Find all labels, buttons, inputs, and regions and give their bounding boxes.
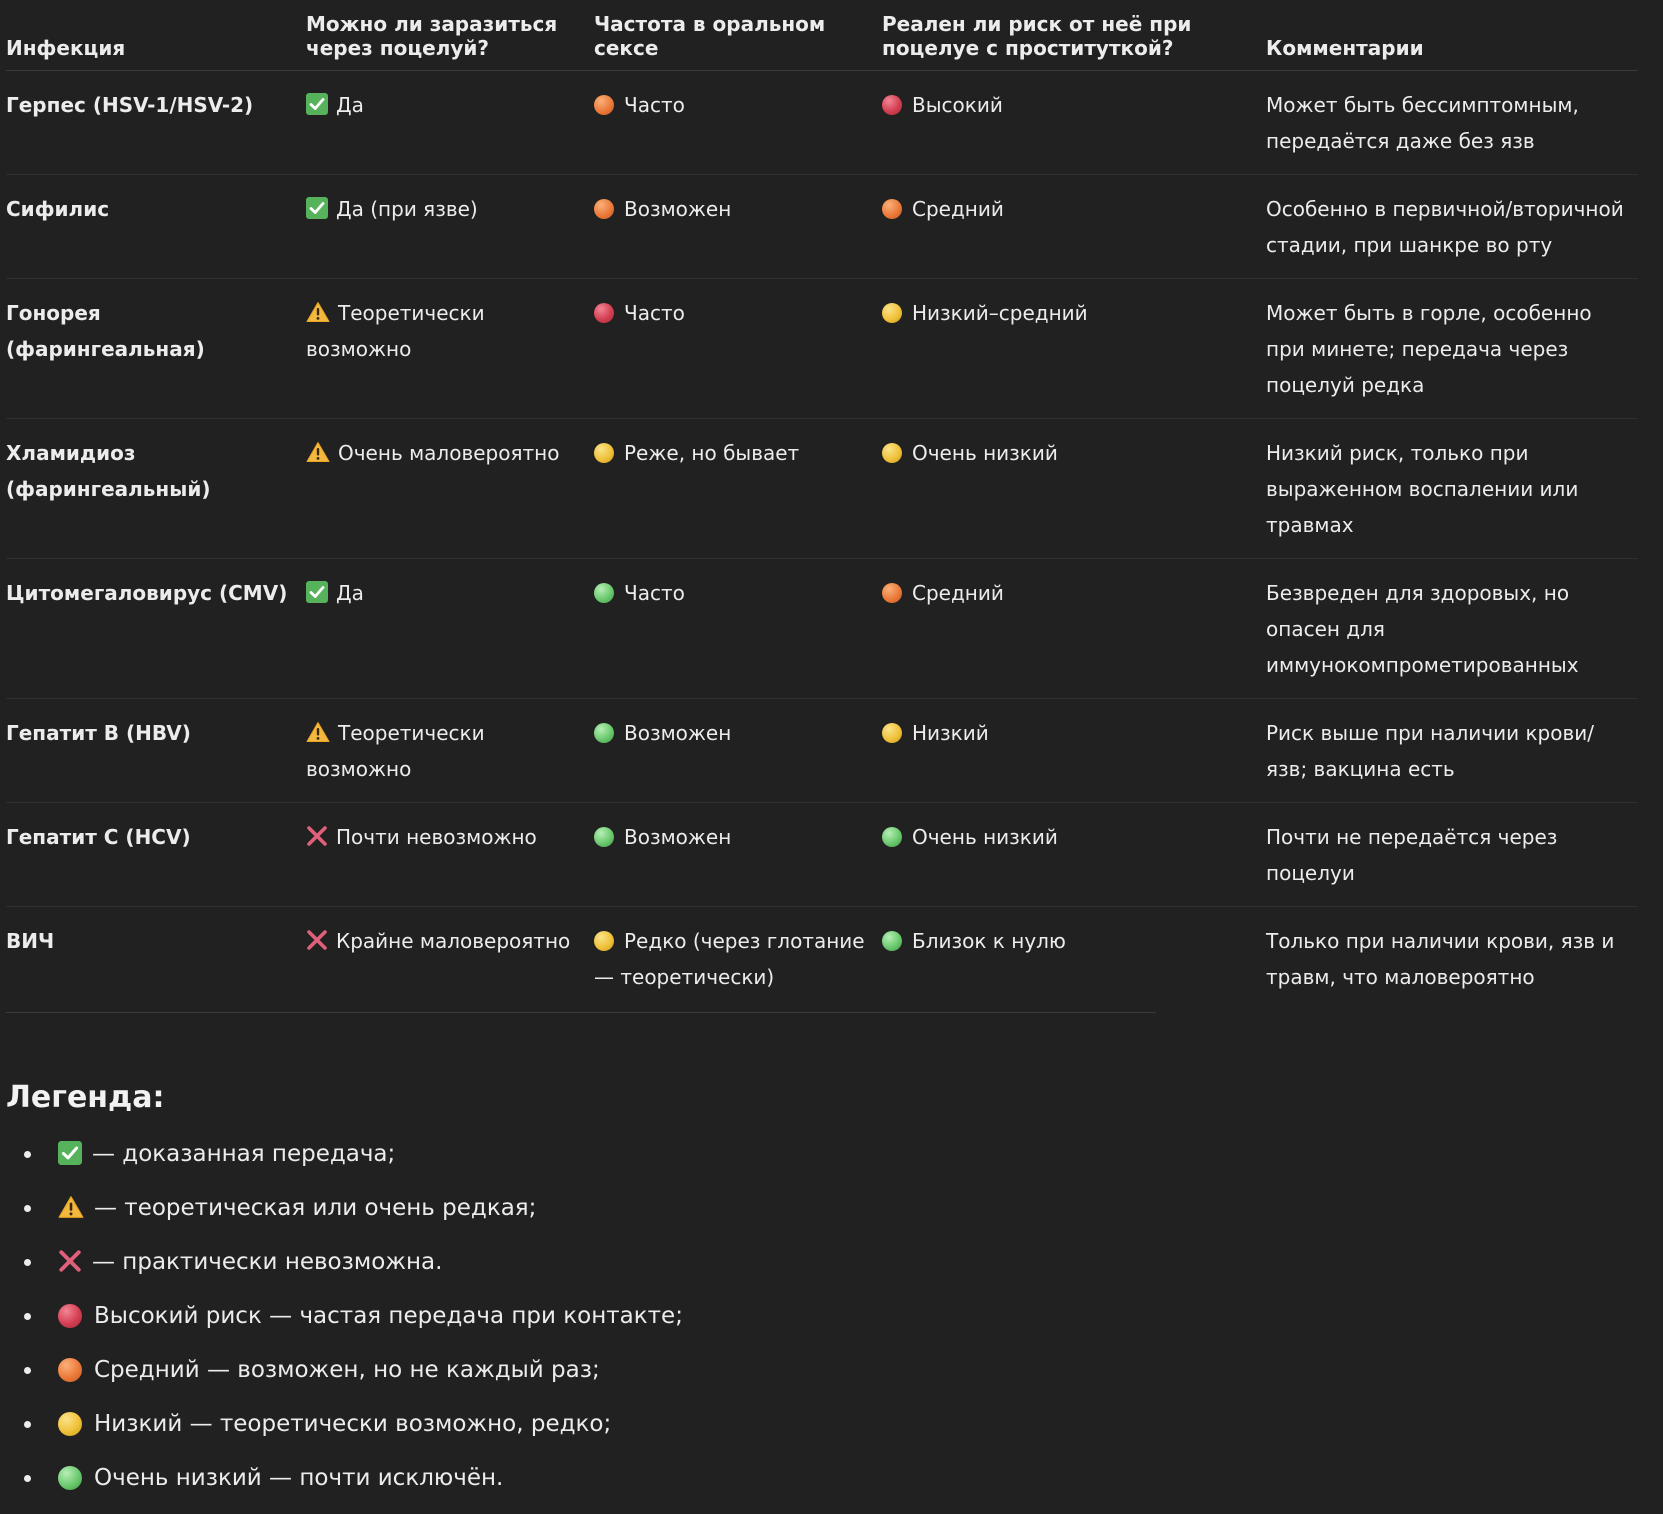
oral-frequency-text: Редко (через глотание — теоретически)	[594, 929, 865, 989]
header-infection: Инфекция	[6, 0, 306, 71]
table-row	[6, 279, 1638, 419]
oral-frequency-text: Возможен	[624, 197, 732, 221]
cell-oral-frequency	[594, 559, 882, 699]
cell-oral-frequency	[594, 699, 882, 803]
real-risk-text: Низкий	[912, 721, 989, 745]
sti-table-container	[6, 0, 1638, 1055]
legend-item-text: Средний — возможен, но не каждый раз;	[94, 1357, 600, 1383]
yellow-circle-icon	[882, 443, 902, 463]
cell-comment: Может быть в горле, особенно при минете; передача через поцелуй редка	[1266, 279, 1638, 419]
cell-infection: Гепатит B (HBV)	[6, 699, 306, 803]
oral-frequency-text: Реже, но бывает	[624, 441, 800, 465]
yellow-circle-icon	[882, 303, 902, 323]
orange-circle-icon	[882, 583, 902, 603]
red-circle-icon	[882, 95, 902, 115]
yellow-circle-icon	[594, 443, 614, 463]
orange-circle-icon	[594, 199, 614, 219]
cell-comment: Почти не передаётся через поцелуи	[1266, 803, 1638, 907]
table-row	[6, 419, 1638, 559]
legend-item-text: — теоретическая или очень редкая;	[94, 1195, 537, 1221]
table-body	[6, 71, 1638, 1056]
cell-oral-frequency	[594, 279, 882, 419]
legend-item	[24, 1136, 683, 1190]
cell-infection: Гонорея (фарингеальная)	[6, 279, 306, 419]
cell-real-risk	[882, 699, 1266, 803]
cross-icon	[306, 929, 328, 951]
table-header-row	[6, 0, 1638, 71]
orange-circle-icon	[594, 95, 614, 115]
check-icon	[306, 93, 328, 115]
header-real-risk: Реален ли риск от неё при поцелуе с проституткой?	[882, 0, 1266, 71]
real-risk-text: Очень низкий	[912, 441, 1058, 465]
warning-icon	[306, 301, 330, 323]
orange-circle-icon	[58, 1358, 82, 1382]
cell-real-risk	[882, 803, 1266, 907]
cell-kiss-transmission	[306, 699, 594, 803]
cell-real-risk	[882, 279, 1266, 419]
orange-circle-icon	[882, 199, 902, 219]
oral-frequency-text: Возможен	[624, 721, 732, 745]
cell-kiss-transmission	[306, 71, 594, 175]
cell-comment: Низкий риск, только при выраженном воспалении или травмах	[1266, 419, 1638, 559]
cell-kiss-transmission	[306, 279, 594, 419]
red-circle-icon	[58, 1304, 82, 1328]
check-icon	[306, 197, 328, 219]
oral-frequency-text: Часто	[624, 93, 685, 117]
cell-kiss-transmission	[306, 419, 594, 559]
cell-kiss-transmission	[306, 559, 594, 699]
legend-item	[24, 1244, 683, 1298]
kiss-transmission-text: Почти невозможно	[336, 825, 537, 849]
legend-item-text: Низкий — теоретически возможно, редко;	[94, 1411, 612, 1437]
real-risk-text: Средний	[912, 197, 1004, 221]
cell-infection: Гепатит C (HCV)	[6, 803, 306, 907]
warning-icon	[58, 1195, 84, 1219]
kiss-transmission-text: Теоретически возможно	[306, 301, 485, 361]
kiss-transmission-text: Крайне маловероятно	[336, 929, 571, 953]
cell-oral-frequency	[594, 71, 882, 175]
cell-comment: Безвреден для здоровых, но опасен для иммунокомпрометированных	[1266, 559, 1638, 699]
cell-infection: ВИЧ	[6, 929, 55, 953]
legend-item	[24, 1190, 683, 1244]
legend-item	[24, 1406, 683, 1460]
legend-item-text: Высокий риск — частая передача при контакте;	[94, 1303, 683, 1329]
warning-icon	[306, 721, 330, 743]
cell-real-risk	[882, 907, 1266, 1056]
legend-item	[24, 1298, 683, 1352]
cell-infection: Сифилис	[6, 175, 306, 279]
cell-oral-frequency	[594, 175, 882, 279]
table-row	[6, 907, 1638, 1056]
legend-title: Легенда:	[6, 1080, 165, 1115]
cell-comment: Риск выше при наличии крови/язв; вакцина есть	[1266, 699, 1638, 803]
green-circle-icon	[882, 827, 902, 847]
cell-infection: Хламидиоз (фарингеальный)	[6, 419, 306, 559]
legend-item-text: — практически невозможна.	[92, 1249, 443, 1275]
legend-list	[24, 1136, 683, 1514]
cross-icon	[306, 825, 328, 847]
legend-item-text: — доказанная передача;	[92, 1141, 396, 1167]
legend-item	[24, 1352, 683, 1406]
cell-real-risk	[882, 175, 1266, 279]
kiss-transmission-text: Да	[336, 581, 364, 605]
cell-oral-frequency	[594, 419, 882, 559]
real-risk-text: Средний	[912, 581, 1004, 605]
real-risk-text: Близок к нулю	[912, 929, 1066, 953]
yellow-circle-icon	[594, 931, 614, 951]
real-risk-text: Низкий–средний	[912, 301, 1088, 325]
check-icon	[306, 581, 328, 603]
table-row	[6, 175, 1638, 279]
cell-kiss-transmission	[306, 175, 594, 279]
warning-icon	[306, 441, 330, 463]
cell-comment: Только при наличии крови, язв и травм, что маловероятно	[1266, 929, 1615, 989]
cell-comment: Может быть бессимптомным, передаётся даже без язв	[1266, 71, 1638, 175]
green-circle-icon	[58, 1466, 82, 1490]
header-oral-frequency: Частота в оральном сексе	[594, 0, 882, 71]
sti-risk-table	[6, 0, 1638, 1055]
real-risk-text: Очень низкий	[912, 825, 1058, 849]
header-comments: Комментарии	[1266, 0, 1638, 71]
kiss-transmission-text: Да (при язве)	[336, 197, 478, 221]
table-row	[6, 559, 1638, 699]
green-circle-icon	[594, 827, 614, 847]
legend-item-text: Очень низкий — почти исключён.	[94, 1465, 504, 1491]
yellow-circle-icon	[58, 1412, 82, 1436]
cell-real-risk	[882, 559, 1266, 699]
cell-real-risk	[882, 419, 1266, 559]
cell-kiss-transmission	[306, 907, 594, 1056]
red-circle-icon	[594, 303, 614, 323]
kiss-transmission-text: Теоретически возможно	[306, 721, 485, 781]
oral-frequency-text: Часто	[624, 301, 685, 325]
cell-oral-frequency	[594, 803, 882, 907]
cell-kiss-transmission	[306, 803, 594, 907]
green-circle-icon	[594, 723, 614, 743]
real-risk-text: Высокий	[912, 93, 1003, 117]
oral-frequency-text: Возможен	[624, 825, 732, 849]
header-kiss-transmission: Можно ли заразиться через поцелуй?	[306, 0, 594, 71]
section-divider	[6, 1012, 1156, 1013]
legend-item	[24, 1460, 683, 1514]
green-circle-icon	[882, 931, 902, 951]
table-row	[6, 71, 1638, 175]
oral-frequency-text: Часто	[624, 581, 685, 605]
green-circle-icon	[594, 583, 614, 603]
table-row	[6, 699, 1638, 803]
table-row	[6, 803, 1638, 907]
check-icon	[58, 1141, 82, 1165]
cell-oral-frequency	[594, 907, 882, 1056]
kiss-transmission-text: Очень маловероятно	[338, 441, 560, 465]
kiss-transmission-text: Да	[336, 93, 364, 117]
cell-infection: Герпес (HSV-1/HSV-2)	[6, 71, 306, 175]
cell-real-risk	[882, 71, 1266, 175]
yellow-circle-icon	[882, 723, 902, 743]
cell-comment: Особенно в первичной/вторичной стадии, при шанкре во рту	[1266, 175, 1638, 279]
cell-infection: Цитомегаловирус (CMV)	[6, 559, 306, 699]
cross-icon	[58, 1249, 82, 1273]
